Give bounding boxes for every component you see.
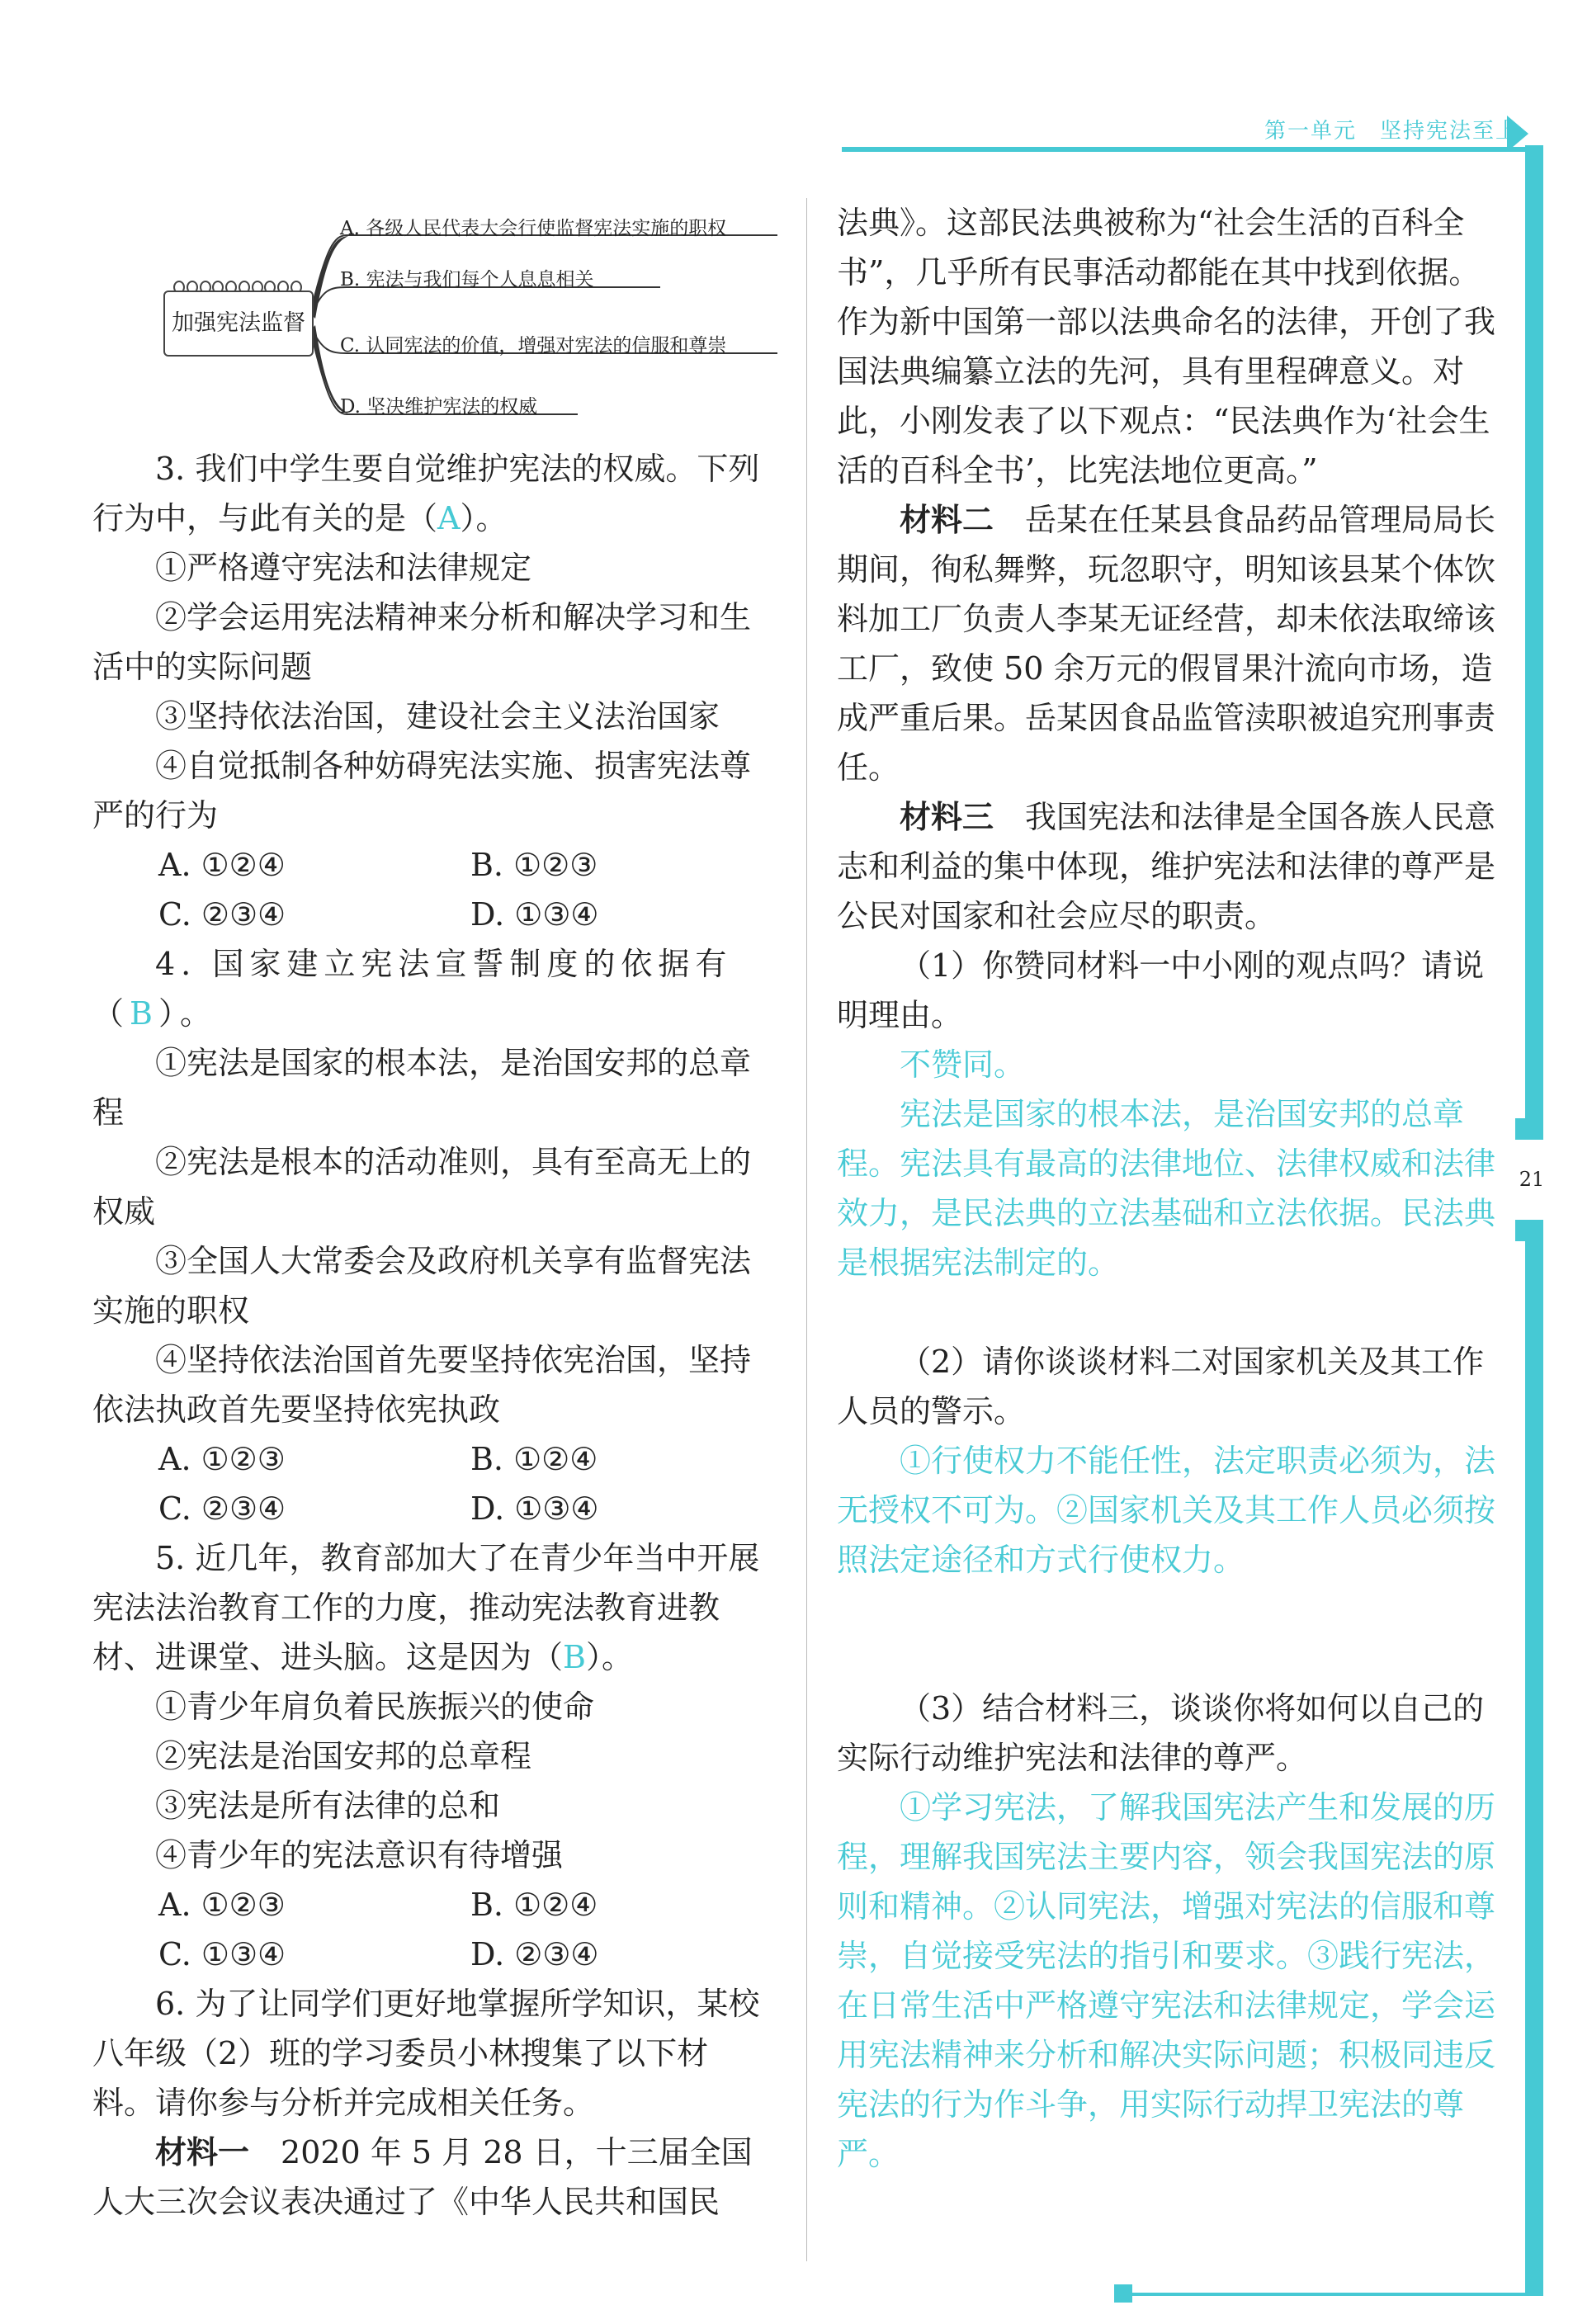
q5-item-1: ①青少年肩负着民族振兴的使命	[155, 1689, 595, 1725]
q4-option-b: B. ①②④	[470, 1441, 598, 1477]
q4-option-c: C. ②③④	[158, 1490, 286, 1527]
q3-option-b: B. ①②③	[470, 847, 598, 883]
question-3-stem: 3. 我们中学生要自觉维护宪法的权威。下列行为中，与此有关的是（A）。	[92, 451, 760, 536]
material-2: 材料二 岳某在任某县食品药品管理局局长期间，徇私舞弊，玩忽职守，明知该县某个体饮料加工厂负责人李某无证经营，却未依法取缔该工厂，致使 50 余万元的假冒果汁流向市场，造成严重后果。岳某因食品监管渎职被追究刑事责任。	[837, 501, 1496, 786]
mindmap-center: 加强宪法监督	[163, 290, 314, 357]
sub-question-2: （2）请你谈谈材料二对国家机关及其工作人员的警示。	[837, 1344, 1485, 1429]
mindmap-option-a: A. 各级人民代表大会行使监督宪法实施的职权	[340, 218, 727, 239]
q5-option-d: D. ②③④	[470, 1936, 599, 1972]
sub-question-1: （1）你赞同材料一中小刚的观点吗？请说明理由。	[837, 947, 1485, 1033]
sub-question-3: （3）结合材料三，谈谈你将如何以自己的实际行动维护宪法和法律的尊严。	[837, 1690, 1485, 1776]
material-1-left: 材料一 2020 年 5 月 28 日，十三届全国人大三次会议表决通过了《中华人民共和国民	[92, 2133, 753, 2220]
mindmap-option-b: B. 宪法与我们每个人息息相关	[340, 269, 594, 290]
mindmap	[157, 198, 784, 437]
question-4-stem: 4. 国家建立宪法宣誓制度的依据有（B）。	[92, 946, 733, 1032]
q4-item-2: ②宪法是根本的活动准则，具有至高无上的权威	[92, 1144, 752, 1230]
answer-mark: B	[563, 1639, 586, 1675]
q4-item-4: ④坚持依法治国首先要坚持依宪治国，坚持依法执政首先要坚持依宪执政	[92, 1342, 752, 1428]
column-divider	[806, 198, 807, 2261]
q3-item-2: ②学会运用宪法精神来分析和解决学习和生活中的实际问题	[92, 599, 752, 685]
q5-item-3: ③宪法是所有法律的总和	[155, 1788, 501, 1824]
material-1-right: 法典》。这部民法典被称为“社会生活的百科全书”，几乎所有民事活动都能在其中找到依据。作为新中国第一部以法典命名的法律，开创了我国法典编纂立法的先河，具有里程碑意义。对此，小刚发表了以下观点：“民法典作为‘社会生活的百科全书’，比宪法地位更高。”	[837, 205, 1496, 489]
q5-item-4: ④青少年的宪法意识有待增强	[155, 1837, 564, 1873]
side-notch-top	[1515, 1118, 1543, 1140]
page-number: 21	[1519, 1168, 1545, 1191]
q4-item-1: ①宪法是国家的根本法，是治国安邦的总章程	[92, 1045, 752, 1131]
material-1-label: 材料一	[155, 2133, 250, 2170]
mindmap-option-c: C. 认同宪法的价值，增强对宪法的信服和尊崇	[340, 335, 727, 357]
q4-option-a: A. ①②③	[158, 1441, 286, 1477]
material-2-label: 材料二	[900, 501, 994, 538]
sub-answer-1a: 不赞同。	[900, 1046, 1026, 1083]
side-bar-bottom	[1525, 1220, 1543, 2293]
answer-mark: B	[130, 995, 158, 1032]
q3-option-a: A. ①②④	[158, 847, 286, 883]
sub-answer-3: ①学习宪法，了解我国宪法产生和发展的历程，理解我国宪法主要内容，领会我国宪法的原则和精神。②认同宪法，增强对宪法的信服和尊崇，自觉接受宪法的指引和要求。③践行宪法，在日常生活中严格遵守宪法和法律规定，学会运用宪法精神来分析和解决实际问题；积极同违反宪法的行为作斗争，用实际行动捍卫宪法的尊严。	[837, 1789, 1496, 2172]
q5-option-c: C. ①③④	[158, 1936, 286, 1972]
material-3-label: 材料三	[900, 798, 994, 835]
header-rule	[842, 147, 1535, 152]
answer-mark: A	[437, 500, 461, 536]
q3-item-3: ③坚持依法治国，建设社会主义法治国家	[155, 698, 720, 735]
q3-item-1: ①严格遵守宪法和法律规定	[155, 550, 532, 586]
bottom-square-icon	[1114, 2284, 1132, 2303]
q5-option-b: B. ①②④	[470, 1887, 598, 1923]
q3-option-c: C. ②③④	[158, 896, 286, 933]
question-5-stem: 5. 近几年，教育部加大了在青少年当中开展宪法法治教育工作的力度，推动宪法教育进教材、进课堂、进头脑。这是因为（B）。	[92, 1540, 760, 1675]
q5-item-2: ②宪法是治国安邦的总章程	[155, 1738, 532, 1774]
q5-option-a: A. ①②③	[158, 1887, 286, 1923]
side-bar-top	[1525, 145, 1543, 1140]
bottom-rule	[1114, 2293, 1543, 2296]
unit-header: 第一单元 坚持宪法至上	[1264, 119, 1519, 144]
q4-item-3: ③全国人大常委会及政府机关享有监督宪法实施的职权	[92, 1243, 752, 1329]
q3-item-4: ④自觉抵制各种妨碍宪法实施、损害宪法尊严的行为	[92, 748, 752, 834]
material-3: 材料三 我国宪法和法律是全国各族人民意志和利益的集中体现，维护宪法和法律的尊严是公民对国家和社会应尽的职责。	[837, 798, 1496, 934]
q3-option-d: D. ①③④	[470, 896, 599, 933]
sub-answer-2: ①行使权力不能任性，法定职责必须为，法无授权不可为。②国家机关及其工作人员必须按照法定途径和方式行使权力。	[837, 1443, 1496, 1578]
question-6-stem: 6. 为了让同学们更好地掌握所学知识，某校八年级（2）班的学习委员小林搜集了以下材料。请你参与分析并完成相关任务。	[92, 1986, 760, 2121]
q4-option-d: D. ①③④	[470, 1490, 599, 1527]
sub-answer-1b: 宪法是国家的根本法，是治国安邦的总章程。宪法具有最高的法律地位、法律权威和法律效力，是民法典的立法基础和立法依据。民法典是根据宪法制定的。	[837, 1096, 1496, 1281]
mindmap-option-d: D. 坚决维护宪法的权威	[340, 396, 538, 418]
